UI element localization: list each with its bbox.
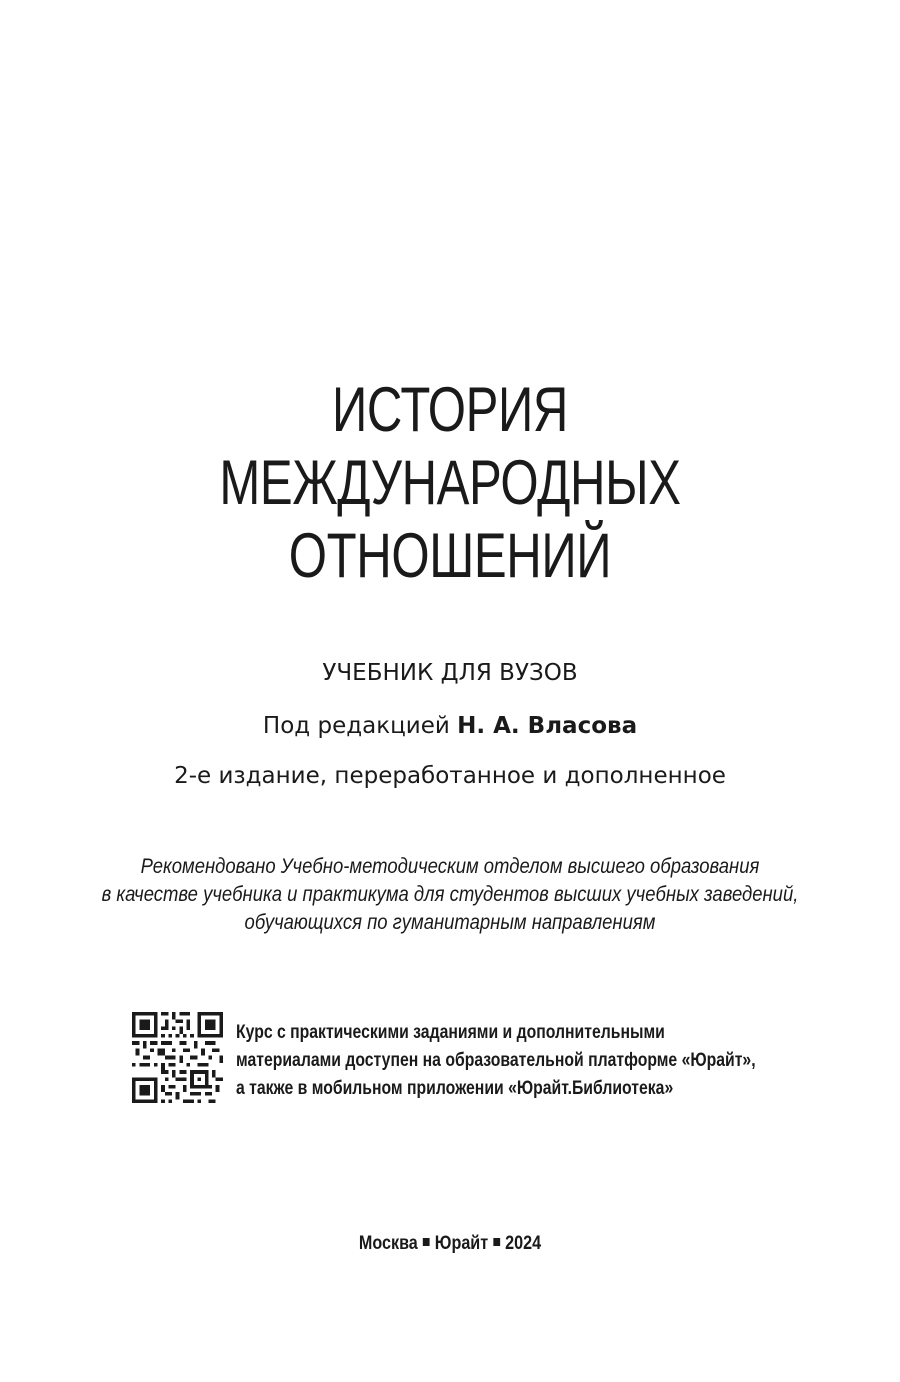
edition-note: 2-е издание, переработанное и дополненное	[174, 763, 726, 789]
imprint-year: 2024	[505, 1233, 542, 1254]
separator-square-icon	[423, 1238, 430, 1246]
course-note-line-1: Курс с практическими заданиями и дополнительными	[236, 1022, 665, 1043]
imprint-publisher: Юрайт	[434, 1233, 489, 1254]
editor-prefix: Под редакцией	[262, 713, 450, 739]
book-type: УЧЕБНИК ДЛЯ ВУЗОВ	[322, 660, 578, 686]
imprint-city: Москва	[358, 1233, 418, 1254]
book-title-line-2: ОТНОШЕНИЙ	[288, 521, 612, 591]
course-note	[236, 1019, 756, 1103]
recommendation-line-3: обучающихся по гуманитарным направлениям	[244, 911, 656, 934]
recommendation-line-1: Рекомендовано Учебно-методическим отделом высшего образования	[140, 855, 760, 878]
course-note-line-3: а также в мобильном приложении «Юрайт.Библиотека»	[236, 1078, 674, 1099]
course-note-line-2: материалами доступен на образовательной платформе «Юрайт»,	[236, 1050, 756, 1071]
recommendation	[54, 853, 846, 937]
editor-name: Н. А. Власова	[457, 713, 638, 739]
editor-line	[0, 711, 900, 741]
book-title	[99, 374, 801, 593]
qr-code-icon[interactable]	[132, 1012, 223, 1103]
recommendation-line-2: в качестве учебника и практикума для студентов высших учебных заведений,	[101, 883, 799, 906]
imprint	[68, 1233, 833, 1255]
separator-square-icon	[493, 1238, 500, 1246]
book-title-line-1: ИСТОРИЯ МЕЖДУНАРОДНЫХ	[219, 375, 681, 518]
